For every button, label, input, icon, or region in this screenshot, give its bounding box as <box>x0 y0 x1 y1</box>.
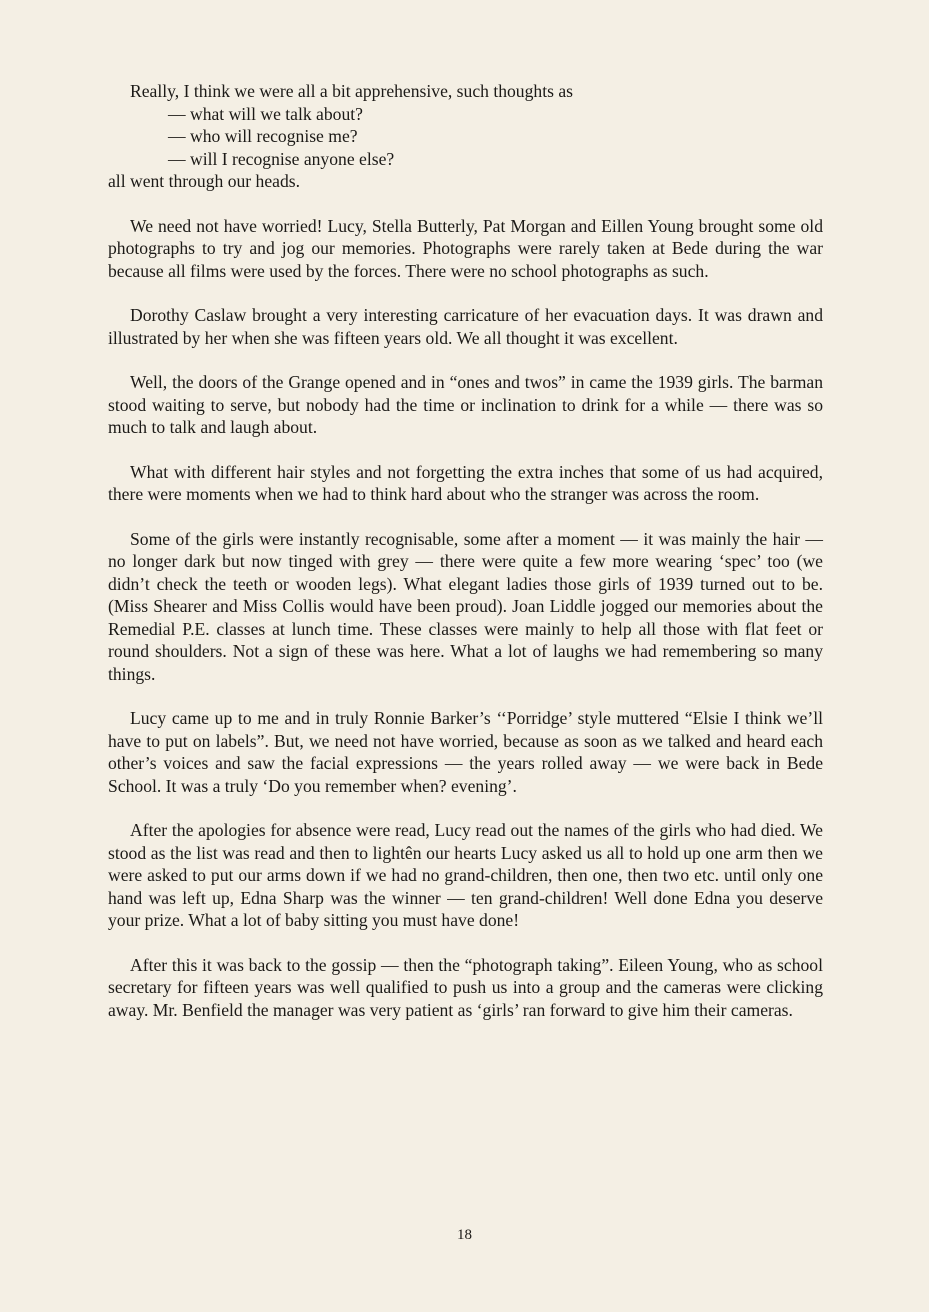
intro-lead: Really, I think we were all a bit apprehensive, such thoughts as <box>130 81 573 101</box>
paragraph: After this it was back to the gossip — then the “photograph taking”. Eileen Young, who as school secretary for fifteen years was well qualified to push us into a group and the cameras were clicking away. Mr. Benfield the manager was very patient as ‘girls’ ran forward to give him their cameras. <box>108 954 823 1020</box>
paragraph: Some of the girls were instantly recognisable, some after a moment — it was mainly the hair — no longer dark but now tinged with grey — there were quite a few more wearing ‘spec’ too (we didn’t check the teeth or wooden legs). What elegant ladies those girls of 1939 turned out to be. (Miss Shearer and Miss Collis would have been proud). Joan Liddle jogged our memories about the Remedial P.E. classes at lunch time. These classes were mainly to help all those with flat feet or round shoulders. Not a sign of these was here. What a lot of laughs we had remembering so many things. <box>108 528 823 684</box>
paragraph: After the apologies for absence were read, Lucy read out the names of the girls who had died. We stood as the list was read and then to lightên our hearts Lucy asked us all to hold up one arm then we were asked to put our arms down if we had no grand-children, then one, then two etc. until only one hand was left up, Edna Sharp was the winner — ten grand-children! Well done Edna you deserve your prize. What a lot of baby sitting you must have done! <box>108 820 823 930</box>
page-body <box>108 80 823 1043</box>
intro-block <box>108 80 823 193</box>
intro-question: — will I recognise anyone else? <box>168 148 395 169</box>
intro-question: — who will recognise me? <box>168 126 358 146</box>
paragraph: Lucy came up to me and in truly Ronnie Barker’s ‘‘Porridge’ style muttered “Elsie I think we’ll have to put on labels”. But, we need not have worried, because as soon as we talked and heard each other’s voices and saw the facial expressions — the years rolled away — we were back in Bede School. It was a truly ‘Do you remember when? evening’. <box>108 708 823 796</box>
page-number: 18 <box>457 1227 472 1243</box>
paragraph: Dorothy Caslaw brought a very interesting carricature of her evacuation days. It was drawn and illustrated by her when she was fifteen years old. We all thought it was excellent. <box>108 305 823 348</box>
paragraph: We need not have worried! Lucy, Stella Butterly, Pat Morgan and Eillen Young brought some old photographs to try and jog our memories. Photographs were rarely taken at Bede during the war because all films were used by the forces. There were no school photographs as such. <box>108 215 823 281</box>
paragraph: What with different hair styles and not forgetting the extra inches that some of us had acquired, there were moments when we had to think hard about who the stranger was across the room. <box>108 461 823 504</box>
paragraph: Well, the doors of the Grange opened and in “ones and twos” in came the 1939 girls. The barman stood waiting to serve, but nobody had the time or inclination to drink for a while — there was so much to talk and laugh about. <box>108 372 823 437</box>
intro-close: all went through our heads. <box>108 171 301 191</box>
intro-question: — what will we talk about? <box>168 103 363 124</box>
